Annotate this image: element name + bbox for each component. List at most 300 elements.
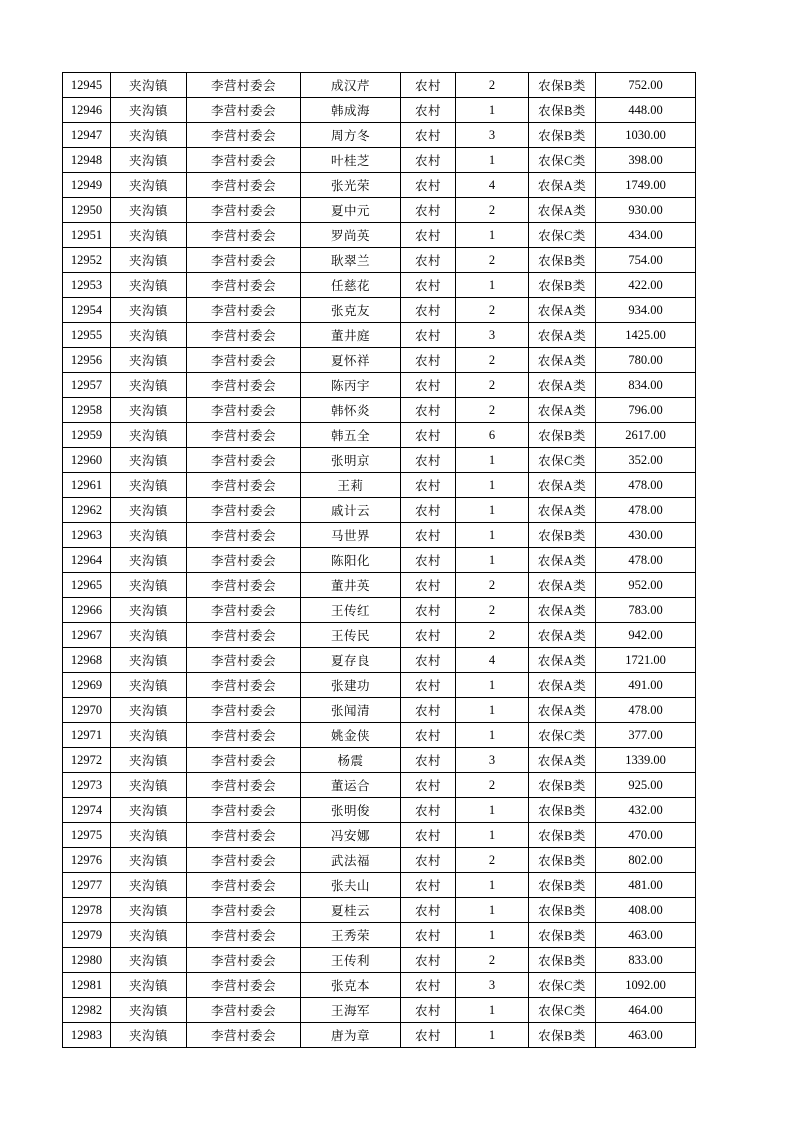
cell-town: 夹沟镇 (111, 198, 187, 223)
cell-record-id: 12954 (63, 298, 111, 323)
cell-village-committee: 李营村委会 (187, 873, 301, 898)
cell-person-count: 1 (456, 723, 529, 748)
cell-amount: 408.00 (596, 898, 696, 923)
cell-amount: 930.00 (596, 198, 696, 223)
cell-village-committee: 李营村委会 (187, 398, 301, 423)
cell-person-name: 张闻清 (301, 698, 401, 723)
table-row (63, 423, 696, 448)
cell-person-count: 2 (456, 298, 529, 323)
cell-amount: 1721.00 (596, 648, 696, 673)
cell-record-id: 12969 (63, 673, 111, 698)
cell-amount: 783.00 (596, 598, 696, 623)
table-row (63, 548, 696, 573)
cell-village-committee: 李营村委会 (187, 723, 301, 748)
cell-town: 夹沟镇 (111, 223, 187, 248)
cell-town: 夹沟镇 (111, 623, 187, 648)
table-row (63, 973, 696, 998)
table-row (63, 123, 696, 148)
cell-insurance-category: 农保C类 (529, 723, 596, 748)
table-row (63, 198, 696, 223)
cell-person-count: 2 (456, 248, 529, 273)
cell-person-count: 1 (456, 998, 529, 1023)
cell-amount: 1339.00 (596, 748, 696, 773)
cell-village-committee: 李营村委会 (187, 198, 301, 223)
cell-town: 夹沟镇 (111, 348, 187, 373)
cell-person-name: 叶桂芝 (301, 148, 401, 173)
cell-residence-type: 农村 (401, 273, 456, 298)
table-row (63, 573, 696, 598)
cell-residence-type: 农村 (401, 848, 456, 873)
cell-village-committee: 李营村委会 (187, 348, 301, 373)
cell-town: 夹沟镇 (111, 1023, 187, 1048)
table-row (63, 648, 696, 673)
cell-village-committee: 李营村委会 (187, 798, 301, 823)
cell-person-count: 4 (456, 648, 529, 673)
cell-person-count: 1 (456, 698, 529, 723)
cell-insurance-category: 农保B类 (529, 948, 596, 973)
cell-person-name: 王海军 (301, 998, 401, 1023)
cell-town: 夹沟镇 (111, 398, 187, 423)
cell-person-name: 唐为章 (301, 1023, 401, 1048)
cell-village-committee: 李营村委会 (187, 73, 301, 98)
table-row (63, 173, 696, 198)
cell-insurance-category: 农保A类 (529, 298, 596, 323)
cell-person-count: 4 (456, 173, 529, 198)
cell-amount: 1092.00 (596, 973, 696, 998)
cell-record-id: 12979 (63, 923, 111, 948)
cell-town: 夹沟镇 (111, 973, 187, 998)
cell-village-committee: 李营村委会 (187, 898, 301, 923)
cell-residence-type: 农村 (401, 448, 456, 473)
cell-insurance-category: 农保B类 (529, 923, 596, 948)
cell-village-committee: 李营村委会 (187, 648, 301, 673)
cell-insurance-category: 农保C类 (529, 973, 596, 998)
cell-record-id: 12972 (63, 748, 111, 773)
table-row (63, 598, 696, 623)
cell-village-committee: 李营村委会 (187, 973, 301, 998)
table-row (63, 1023, 696, 1048)
cell-person-count: 1 (456, 448, 529, 473)
cell-person-name: 罗尚英 (301, 223, 401, 248)
cell-town: 夹沟镇 (111, 773, 187, 798)
cell-amount: 942.00 (596, 623, 696, 648)
cell-insurance-category: 农保A类 (529, 673, 596, 698)
cell-person-count: 1 (456, 148, 529, 173)
cell-village-committee: 李营村委会 (187, 848, 301, 873)
cell-person-count: 2 (456, 73, 529, 98)
cell-residence-type: 农村 (401, 1023, 456, 1048)
cell-person-name: 夏桂云 (301, 898, 401, 923)
cell-person-name: 马世界 (301, 523, 401, 548)
cell-village-committee: 李营村委会 (187, 148, 301, 173)
cell-residence-type: 农村 (401, 648, 456, 673)
cell-record-id: 12963 (63, 523, 111, 548)
cell-town: 夹沟镇 (111, 323, 187, 348)
cell-village-committee: 李营村委会 (187, 523, 301, 548)
cell-village-committee: 李营村委会 (187, 123, 301, 148)
cell-person-name: 张夫山 (301, 873, 401, 898)
cell-amount: 463.00 (596, 1023, 696, 1048)
cell-record-id: 12971 (63, 723, 111, 748)
table-row (63, 623, 696, 648)
cell-residence-type: 农村 (401, 948, 456, 973)
cell-village-committee: 李营村委会 (187, 673, 301, 698)
cell-person-name: 成汉芹 (301, 73, 401, 98)
cell-record-id: 12955 (63, 323, 111, 348)
cell-amount: 1749.00 (596, 173, 696, 198)
cell-residence-type: 农村 (401, 123, 456, 148)
cell-record-id: 12970 (63, 698, 111, 723)
cell-village-committee: 李营村委会 (187, 373, 301, 398)
cell-village-committee: 李营村委会 (187, 748, 301, 773)
cell-village-committee: 李营村委会 (187, 223, 301, 248)
cell-town: 夹沟镇 (111, 848, 187, 873)
cell-person-count: 1 (456, 273, 529, 298)
cell-village-committee: 李营村委会 (187, 623, 301, 648)
cell-record-id: 12967 (63, 623, 111, 648)
cell-person-name: 韩怀炎 (301, 398, 401, 423)
cell-residence-type: 农村 (401, 873, 456, 898)
cell-residence-type: 农村 (401, 323, 456, 348)
table-row (63, 373, 696, 398)
cell-residence-type: 农村 (401, 598, 456, 623)
table-row (63, 948, 696, 973)
cell-insurance-category: 农保B类 (529, 773, 596, 798)
cell-amount: 752.00 (596, 73, 696, 98)
cell-insurance-category: 农保B类 (529, 898, 596, 923)
cell-insurance-category: 农保B类 (529, 873, 596, 898)
table-row (63, 898, 696, 923)
table-row (63, 748, 696, 773)
benefit-records-table (62, 72, 696, 1048)
cell-person-count: 1 (456, 523, 529, 548)
table-row (63, 848, 696, 873)
cell-village-committee: 李营村委会 (187, 598, 301, 623)
cell-town: 夹沟镇 (111, 823, 187, 848)
cell-person-count: 2 (456, 198, 529, 223)
cell-amount: 833.00 (596, 948, 696, 973)
cell-amount: 432.00 (596, 798, 696, 823)
cell-village-committee: 李营村委会 (187, 473, 301, 498)
cell-residence-type: 农村 (401, 898, 456, 923)
cell-insurance-category: 农保A类 (529, 198, 596, 223)
cell-amount: 478.00 (596, 498, 696, 523)
cell-person-name: 张建功 (301, 673, 401, 698)
cell-residence-type: 农村 (401, 548, 456, 573)
cell-amount: 463.00 (596, 923, 696, 948)
cell-amount: 834.00 (596, 373, 696, 398)
cell-person-name: 王传红 (301, 598, 401, 623)
cell-insurance-category: 农保C类 (529, 998, 596, 1023)
cell-town: 夹沟镇 (111, 798, 187, 823)
cell-insurance-category: 农保C类 (529, 148, 596, 173)
cell-residence-type: 农村 (401, 473, 456, 498)
cell-person-name: 张克本 (301, 973, 401, 998)
cell-residence-type: 农村 (401, 998, 456, 1023)
cell-insurance-category: 农保B类 (529, 848, 596, 873)
cell-person-name: 王传民 (301, 623, 401, 648)
cell-person-name: 冯安娜 (301, 823, 401, 848)
cell-person-count: 3 (456, 323, 529, 348)
cell-person-count: 3 (456, 973, 529, 998)
cell-record-id: 12977 (63, 873, 111, 898)
cell-amount: 925.00 (596, 773, 696, 798)
cell-town: 夹沟镇 (111, 498, 187, 523)
cell-residence-type: 农村 (401, 98, 456, 123)
table-row (63, 498, 696, 523)
cell-record-id: 12965 (63, 573, 111, 598)
cell-town: 夹沟镇 (111, 998, 187, 1023)
cell-person-count: 1 (456, 873, 529, 898)
cell-record-id: 12949 (63, 173, 111, 198)
cell-person-count: 1 (456, 223, 529, 248)
cell-residence-type: 农村 (401, 223, 456, 248)
cell-residence-type: 农村 (401, 73, 456, 98)
cell-town: 夹沟镇 (111, 273, 187, 298)
cell-record-id: 12951 (63, 223, 111, 248)
cell-insurance-category: 农保B类 (529, 1023, 596, 1048)
table-body (63, 73, 696, 1048)
cell-person-count: 3 (456, 123, 529, 148)
table-row (63, 273, 696, 298)
cell-insurance-category: 农保B类 (529, 98, 596, 123)
cell-record-id: 12957 (63, 373, 111, 398)
cell-village-committee: 李营村委会 (187, 998, 301, 1023)
cell-record-id: 12976 (63, 848, 111, 873)
cell-record-id: 12978 (63, 898, 111, 923)
cell-record-id: 12950 (63, 198, 111, 223)
cell-person-count: 1 (456, 473, 529, 498)
cell-village-committee: 李营村委会 (187, 323, 301, 348)
cell-record-id: 12956 (63, 348, 111, 373)
table-row (63, 823, 696, 848)
cell-town: 夹沟镇 (111, 373, 187, 398)
table-row (63, 223, 696, 248)
cell-village-committee: 李营村委会 (187, 423, 301, 448)
cell-person-count: 3 (456, 748, 529, 773)
cell-person-name: 陈阳化 (301, 548, 401, 573)
cell-village-committee: 李营村委会 (187, 773, 301, 798)
cell-person-count: 2 (456, 773, 529, 798)
cell-person-name: 杨震 (301, 748, 401, 773)
cell-amount: 434.00 (596, 223, 696, 248)
cell-record-id: 12964 (63, 548, 111, 573)
cell-amount: 2617.00 (596, 423, 696, 448)
cell-person-count: 1 (456, 1023, 529, 1048)
table-row (63, 798, 696, 823)
cell-town: 夹沟镇 (111, 873, 187, 898)
cell-insurance-category: 农保B类 (529, 523, 596, 548)
cell-record-id: 12962 (63, 498, 111, 523)
cell-amount: 478.00 (596, 473, 696, 498)
cell-town: 夹沟镇 (111, 698, 187, 723)
cell-person-name: 王莉 (301, 473, 401, 498)
cell-person-count: 2 (456, 348, 529, 373)
cell-person-name: 董井庭 (301, 323, 401, 348)
cell-town: 夹沟镇 (111, 573, 187, 598)
cell-residence-type: 农村 (401, 773, 456, 798)
cell-person-name: 张克友 (301, 298, 401, 323)
cell-village-committee: 李营村委会 (187, 448, 301, 473)
cell-amount: 422.00 (596, 273, 696, 298)
cell-residence-type: 农村 (401, 623, 456, 648)
cell-insurance-category: 农保A类 (529, 373, 596, 398)
cell-town: 夹沟镇 (111, 473, 187, 498)
cell-amount: 780.00 (596, 348, 696, 373)
cell-record-id: 12961 (63, 473, 111, 498)
cell-person-count: 2 (456, 373, 529, 398)
cell-person-name: 周方冬 (301, 123, 401, 148)
table-row (63, 398, 696, 423)
cell-amount: 478.00 (596, 698, 696, 723)
cell-insurance-category: 农保A类 (529, 348, 596, 373)
cell-amount: 1030.00 (596, 123, 696, 148)
table-row (63, 473, 696, 498)
cell-person-count: 1 (456, 923, 529, 948)
cell-town: 夹沟镇 (111, 598, 187, 623)
cell-insurance-category: 农保B类 (529, 823, 596, 848)
table-row (63, 448, 696, 473)
cell-person-name: 张光荣 (301, 173, 401, 198)
cell-town: 夹沟镇 (111, 923, 187, 948)
cell-insurance-category: 农保A类 (529, 548, 596, 573)
cell-amount: 377.00 (596, 723, 696, 748)
cell-town: 夹沟镇 (111, 548, 187, 573)
table-row (63, 148, 696, 173)
cell-record-id: 12968 (63, 648, 111, 673)
cell-residence-type: 农村 (401, 173, 456, 198)
cell-person-count: 2 (456, 598, 529, 623)
cell-amount: 491.00 (596, 673, 696, 698)
cell-record-id: 12974 (63, 798, 111, 823)
cell-residence-type: 农村 (401, 698, 456, 723)
cell-person-name: 韩五全 (301, 423, 401, 448)
cell-insurance-category: 农保B类 (529, 73, 596, 98)
table-row (63, 98, 696, 123)
cell-amount: 470.00 (596, 823, 696, 848)
cell-record-id: 12966 (63, 598, 111, 623)
table-row (63, 873, 696, 898)
cell-residence-type: 农村 (401, 673, 456, 698)
cell-person-name: 张明京 (301, 448, 401, 473)
cell-record-id: 12953 (63, 273, 111, 298)
cell-amount: 796.00 (596, 398, 696, 423)
cell-person-name: 陈丙宇 (301, 373, 401, 398)
cell-village-committee: 李营村委会 (187, 498, 301, 523)
cell-insurance-category: 农保A类 (529, 473, 596, 498)
cell-town: 夹沟镇 (111, 748, 187, 773)
cell-town: 夹沟镇 (111, 423, 187, 448)
cell-residence-type: 农村 (401, 798, 456, 823)
cell-record-id: 12948 (63, 148, 111, 173)
table-row (63, 298, 696, 323)
cell-insurance-category: 农保B类 (529, 798, 596, 823)
cell-person-name: 王秀荣 (301, 923, 401, 948)
cell-village-committee: 李营村委会 (187, 573, 301, 598)
cell-insurance-category: 农保A类 (529, 173, 596, 198)
cell-person-count: 1 (456, 673, 529, 698)
cell-person-name: 韩成海 (301, 98, 401, 123)
cell-village-committee: 李营村委会 (187, 173, 301, 198)
cell-record-id: 12980 (63, 948, 111, 973)
cell-town: 夹沟镇 (111, 723, 187, 748)
cell-person-name: 张明俊 (301, 798, 401, 823)
cell-record-id: 12945 (63, 73, 111, 98)
cell-amount: 1425.00 (596, 323, 696, 348)
cell-village-committee: 李营村委会 (187, 273, 301, 298)
cell-residence-type: 农村 (401, 248, 456, 273)
cell-village-committee: 李营村委会 (187, 923, 301, 948)
cell-town: 夹沟镇 (111, 523, 187, 548)
cell-amount: 478.00 (596, 548, 696, 573)
cell-amount: 464.00 (596, 998, 696, 1023)
cell-amount: 430.00 (596, 523, 696, 548)
cell-insurance-category: 农保C类 (529, 448, 596, 473)
cell-insurance-category: 农保A类 (529, 323, 596, 348)
table-row (63, 723, 696, 748)
cell-village-committee: 李营村委会 (187, 98, 301, 123)
cell-person-name: 夏中元 (301, 198, 401, 223)
cell-amount: 352.00 (596, 448, 696, 473)
cell-residence-type: 农村 (401, 373, 456, 398)
cell-person-count: 1 (456, 98, 529, 123)
cell-insurance-category: 农保A类 (529, 598, 596, 623)
cell-insurance-category: 农保B类 (529, 423, 596, 448)
cell-amount: 481.00 (596, 873, 696, 898)
cell-town: 夹沟镇 (111, 148, 187, 173)
cell-person-name: 任慈花 (301, 273, 401, 298)
cell-town: 夹沟镇 (111, 123, 187, 148)
cell-person-count: 6 (456, 423, 529, 448)
cell-insurance-category: 农保A类 (529, 748, 596, 773)
cell-residence-type: 农村 (401, 423, 456, 448)
cell-town: 夹沟镇 (111, 948, 187, 973)
table-row (63, 323, 696, 348)
cell-person-name: 董井英 (301, 573, 401, 598)
cell-person-name: 武法福 (301, 848, 401, 873)
cell-residence-type: 农村 (401, 723, 456, 748)
cell-insurance-category: 农保B类 (529, 273, 596, 298)
cell-person-name: 戚计云 (301, 498, 401, 523)
cell-town: 夹沟镇 (111, 173, 187, 198)
cell-insurance-category: 农保A类 (529, 398, 596, 423)
cell-amount: 754.00 (596, 248, 696, 273)
cell-town: 夹沟镇 (111, 98, 187, 123)
cell-insurance-category: 农保A类 (529, 573, 596, 598)
cell-village-committee: 李营村委会 (187, 298, 301, 323)
cell-amount: 934.00 (596, 298, 696, 323)
cell-village-committee: 李营村委会 (187, 548, 301, 573)
table-row (63, 73, 696, 98)
cell-person-count: 2 (456, 573, 529, 598)
cell-residence-type: 农村 (401, 748, 456, 773)
cell-record-id: 12981 (63, 973, 111, 998)
cell-town: 夹沟镇 (111, 673, 187, 698)
cell-insurance-category: 农保A类 (529, 498, 596, 523)
cell-record-id: 12947 (63, 123, 111, 148)
cell-town: 夹沟镇 (111, 898, 187, 923)
cell-residence-type: 农村 (401, 198, 456, 223)
cell-person-count: 2 (456, 848, 529, 873)
cell-record-id: 12959 (63, 423, 111, 448)
cell-record-id: 12952 (63, 248, 111, 273)
cell-record-id: 12960 (63, 448, 111, 473)
cell-insurance-category: 农保A类 (529, 623, 596, 648)
cell-village-committee: 李营村委会 (187, 823, 301, 848)
cell-insurance-category: 农保C类 (529, 223, 596, 248)
cell-village-committee: 李营村委会 (187, 698, 301, 723)
cell-village-committee: 李营村委会 (187, 948, 301, 973)
